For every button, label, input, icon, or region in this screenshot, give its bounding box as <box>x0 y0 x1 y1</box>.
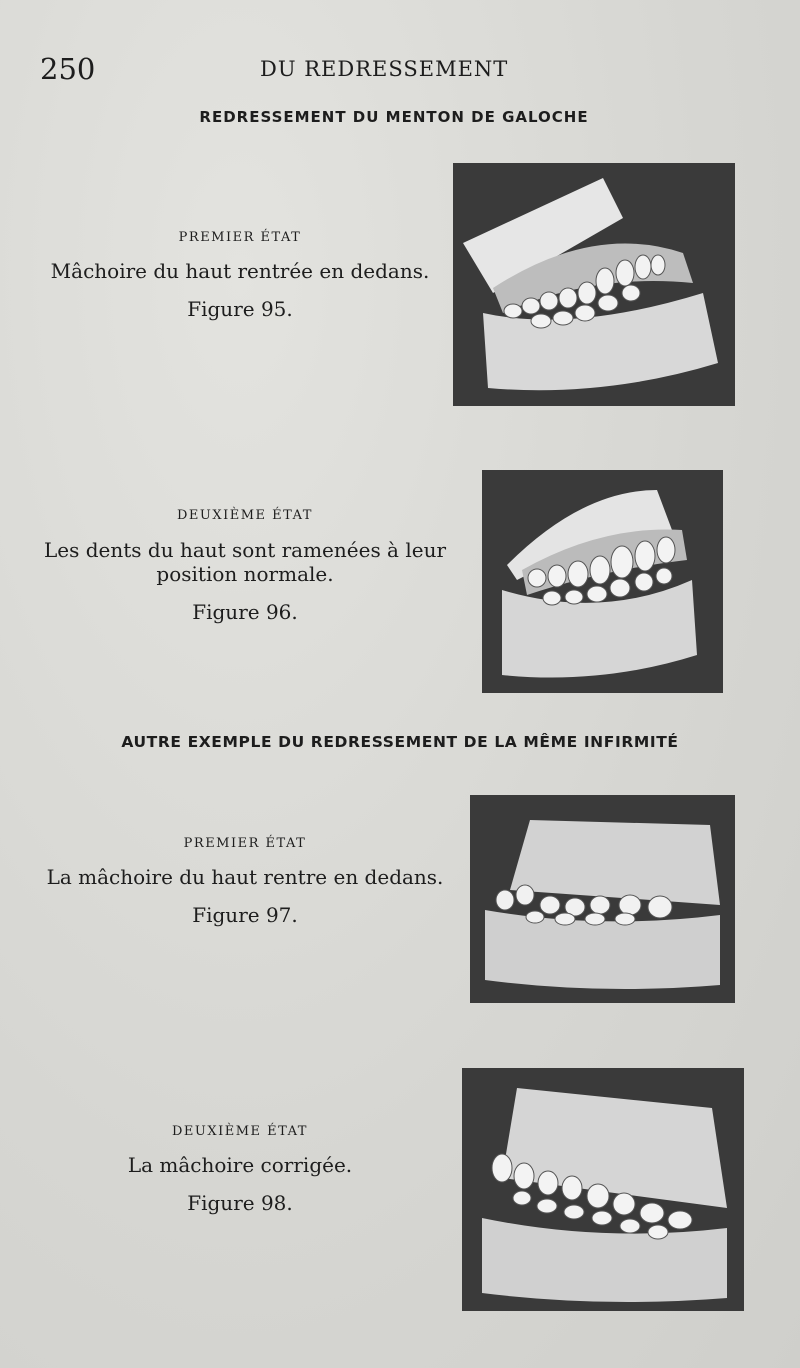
section-title-1: REDRESSEMENT DU MENTON DE GALOCHE <box>199 108 589 126</box>
state-label: DEUXIÈME ÉTAT <box>177 508 313 523</box>
figure-97-dental-cast-photo <box>470 795 735 1003</box>
figure-label: Figure 97. <box>192 903 298 927</box>
running-title: DU REDRESSEMENT <box>260 57 509 81</box>
dental-cast-illustration <box>470 795 735 1003</box>
description-line: La mâchoire corrigée. <box>127 1153 353 1177</box>
caption-figure-96 <box>40 508 450 624</box>
dental-cast-illustration <box>453 163 735 406</box>
description-line: Mâchoire du haut rentrée en dedans. <box>50 259 430 283</box>
dental-cast-illustration <box>462 1068 744 1311</box>
figure-95-dental-cast-photo <box>453 163 735 406</box>
caption-figure-97 <box>40 836 450 927</box>
description-line: position normale. <box>156 562 334 586</box>
figure-96-dental-cast-photo <box>482 470 723 693</box>
figure-label: Figure 98. <box>187 1191 293 1215</box>
caption-figure-98 <box>40 1124 440 1215</box>
state-label: PREMIER ÉTAT <box>183 836 307 851</box>
state-label: PREMIER ÉTAT <box>178 230 302 245</box>
caption-figure-95 <box>40 230 440 321</box>
figure-label: Figure 96. <box>192 600 298 624</box>
description-line: Les dents du haut sont ramenées à leur <box>43 538 447 562</box>
dental-cast-illustration <box>482 470 723 693</box>
state-label: DEUXIÈME ÉTAT <box>172 1124 308 1139</box>
section-title-2: AUTRE EXEMPLE DU REDRESSEMENT DE LA MÊME INFIRMITÉ <box>121 733 679 751</box>
description-line: La mâchoire du haut rentre en dedans. <box>46 865 444 889</box>
figure-98-dental-cast-photo <box>462 1068 744 1311</box>
page-number: 250 <box>40 52 96 86</box>
figure-label: Figure 95. <box>187 297 293 321</box>
